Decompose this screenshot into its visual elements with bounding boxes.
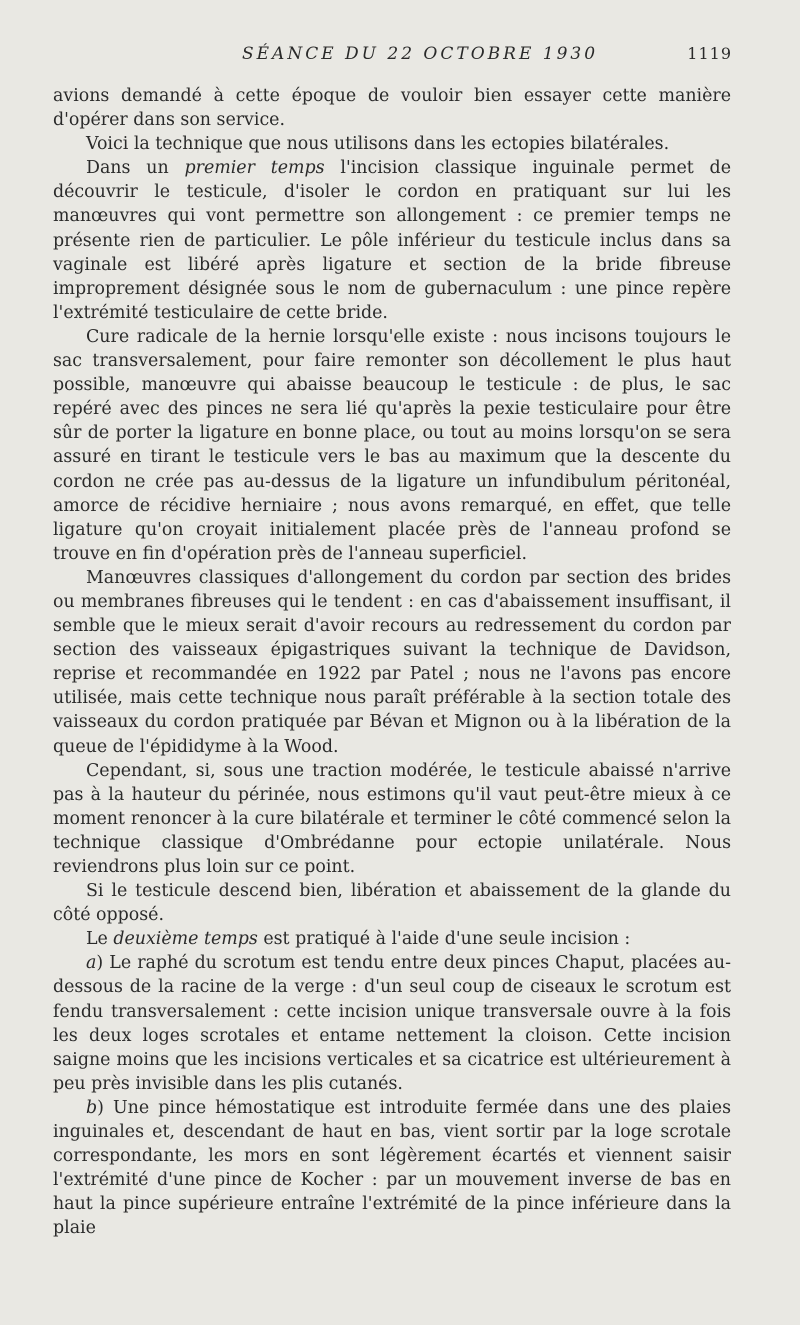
paragraph: a) Le raphé du scrotum est tendu entre deux pinces Chaput, placées au-dessous de la racine de la verge : d'un seul coup de ciseaux le scrotum est fendu transversalement : cette incision unique transversale ouvre à la fois les deux loges scrotales et entame nettement la cloison. Cette incision saigne moins que les incisions verticales et sa cicatrice est ultérieurement à peu près invisible dans les plis cutanés. <box>53 953 731 1094</box>
paragraph-text: Dans un <box>86 158 185 179</box>
paragraph <box>53 879 731 927</box>
paragraph-text: Voici la technique que nous utilisons dans les ectopies bilatérales. <box>86 134 670 155</box>
paragraph <box>53 132 731 156</box>
paragraph-text: Manœuvres classiques d'allongement du cordon par section des brides ou membranes fibreuses qui le tendent : en cas d'abaissement insuffisant, il semble que le mieux serait d'avoir recours au redressement du cordon par section des vaisseaux épigastriques suivant la technique de Davidson, reprise et recommandée en 1922 par Patel ; nous ne l'avons pas encore utilisée, mais cette technique nous paraît préférable à la section totale des vaisseaux du cordon pratiquée par Bévan et Mignon ou à la libération de la queue de l'épididyme à la Wood. <box>53 567 731 757</box>
paragraph <box>53 325 731 566</box>
list-label: b <box>86 1097 98 1118</box>
page-number: 1119 <box>687 44 732 63</box>
paragraph <box>53 84 731 132</box>
italic-term: deuxième temps <box>113 929 258 950</box>
list-label: a <box>86 953 97 974</box>
paragraph-text: l'incision classique inguinale permet de découvrir le testicule, d'isoler le cordon en pratiquant sur lui les manœuvres qui vont permettre son allongement : ce premier temps ne présente rien de particulier. Le pôle inférieur du testicule inclus dans sa vaginale est libéré après ligature et section de la bride fibreuse improprement désignée sous le nom de gubernaculum : une pince repère l'extrémité testiculaire de cette bride. <box>53 158 731 323</box>
paragraph-text: Cure radicale de la hernie lorsqu'elle existe : nous incisons toujours le sac transversalement, pour faire remonter son décollement le plus haut possible, manœuvre qui abaisse beaucoup le testicule : de plus, le sac repéré avec des pinces ne sera lié qu'après la pexie testiculaire pour être sûr de porter la ligature en bonne place, ou tout au moins lorsqu'on se sera assuré en tirant le testicule vers le bas au maximum que la descente du cordon ne crée pas au-dessus de la ligature un infundibulum péritonéal, amorce de récidive herniaire ; nous avons remarqué, en effet, que telle ligature qu'on croyait initialement placée près de l'anneau profond se trouve en fin d'opération près de l'anneau superficiel. <box>53 326 731 564</box>
paragraph: b) Une pince hémostatique est introduite fermée dans une des plaies inguinales et, descendant de haut en bas, vient sortir par la loge scrotale correspondante, les mors en sont légèrement écartés et viennent saisir l'extrémité d'une pince de Kocher : par un mouvement inverse de bas en haut la pince supérieure entraîne l'extrémité de la pince inférieure dans la plaie <box>53 1097 731 1239</box>
paragraph-text: Le <box>86 929 114 950</box>
paragraph-text: est pratiqué à l'aide d'une seule incision : <box>257 929 631 950</box>
body-text <box>53 84 731 1241</box>
paragraph <box>53 759 731 879</box>
running-title: SÉANCE DU 22 OCTOBRE 1930 <box>242 44 599 64</box>
paragraph <box>53 156 731 325</box>
paragraph-text: Le raphé du scrotum est tendu entre deux pinces Chaput, placées au-dessous de la racine de la verge : d'un seul coup de ciseaux le scrotum est fendu transversalement : cette incision unique transversale ouvre à la fois les deux loges scrotales et entame nettement la cloison. Cette incision saigne moins que les incisions verticales et sa cicatrice est ultérieurement à peu près invisible dans les plis cutanés. <box>53 953 731 1094</box>
paragraph-text: avions demandé à cette époque de vouloir bien essayer cette manière d'opérer dans son service. <box>53 86 731 131</box>
paragraph <box>53 566 731 759</box>
page-header <box>0 44 800 70</box>
italic-term: premier temps <box>184 158 325 179</box>
paragraph-text: Si le testicule descend bien, libération et abaissement de la glande du côté opposé. <box>53 881 731 926</box>
paragraph-text: Une pince hémostatique est introduite fermée dans une des plaies inguinales et, descendant de haut en bas, vient sortir par la loge scrotale correspondante, les mors en sont légèrement écartés et viennent saisir l'extrémité d'une pince de Kocher : par un mouvement inverse de bas en haut la pince supérieure entraîne l'extrémité de la pince inférieure dans la plaie <box>53 1097 731 1239</box>
paragraph-text: Cependant, si, sous une traction modérée, le testicule abaissé n'arrive pas à la hauteur du périnée, nous estimons qu'il vaut peut-être mieux à ce moment renoncer à la cure bilatérale et terminer le côté commencé selon la technique classique d'Ombrédanne pour ectopie unilatérale. Nous reviendrons plus loin sur ce point. <box>53 760 731 877</box>
paragraph <box>53 927 731 951</box>
